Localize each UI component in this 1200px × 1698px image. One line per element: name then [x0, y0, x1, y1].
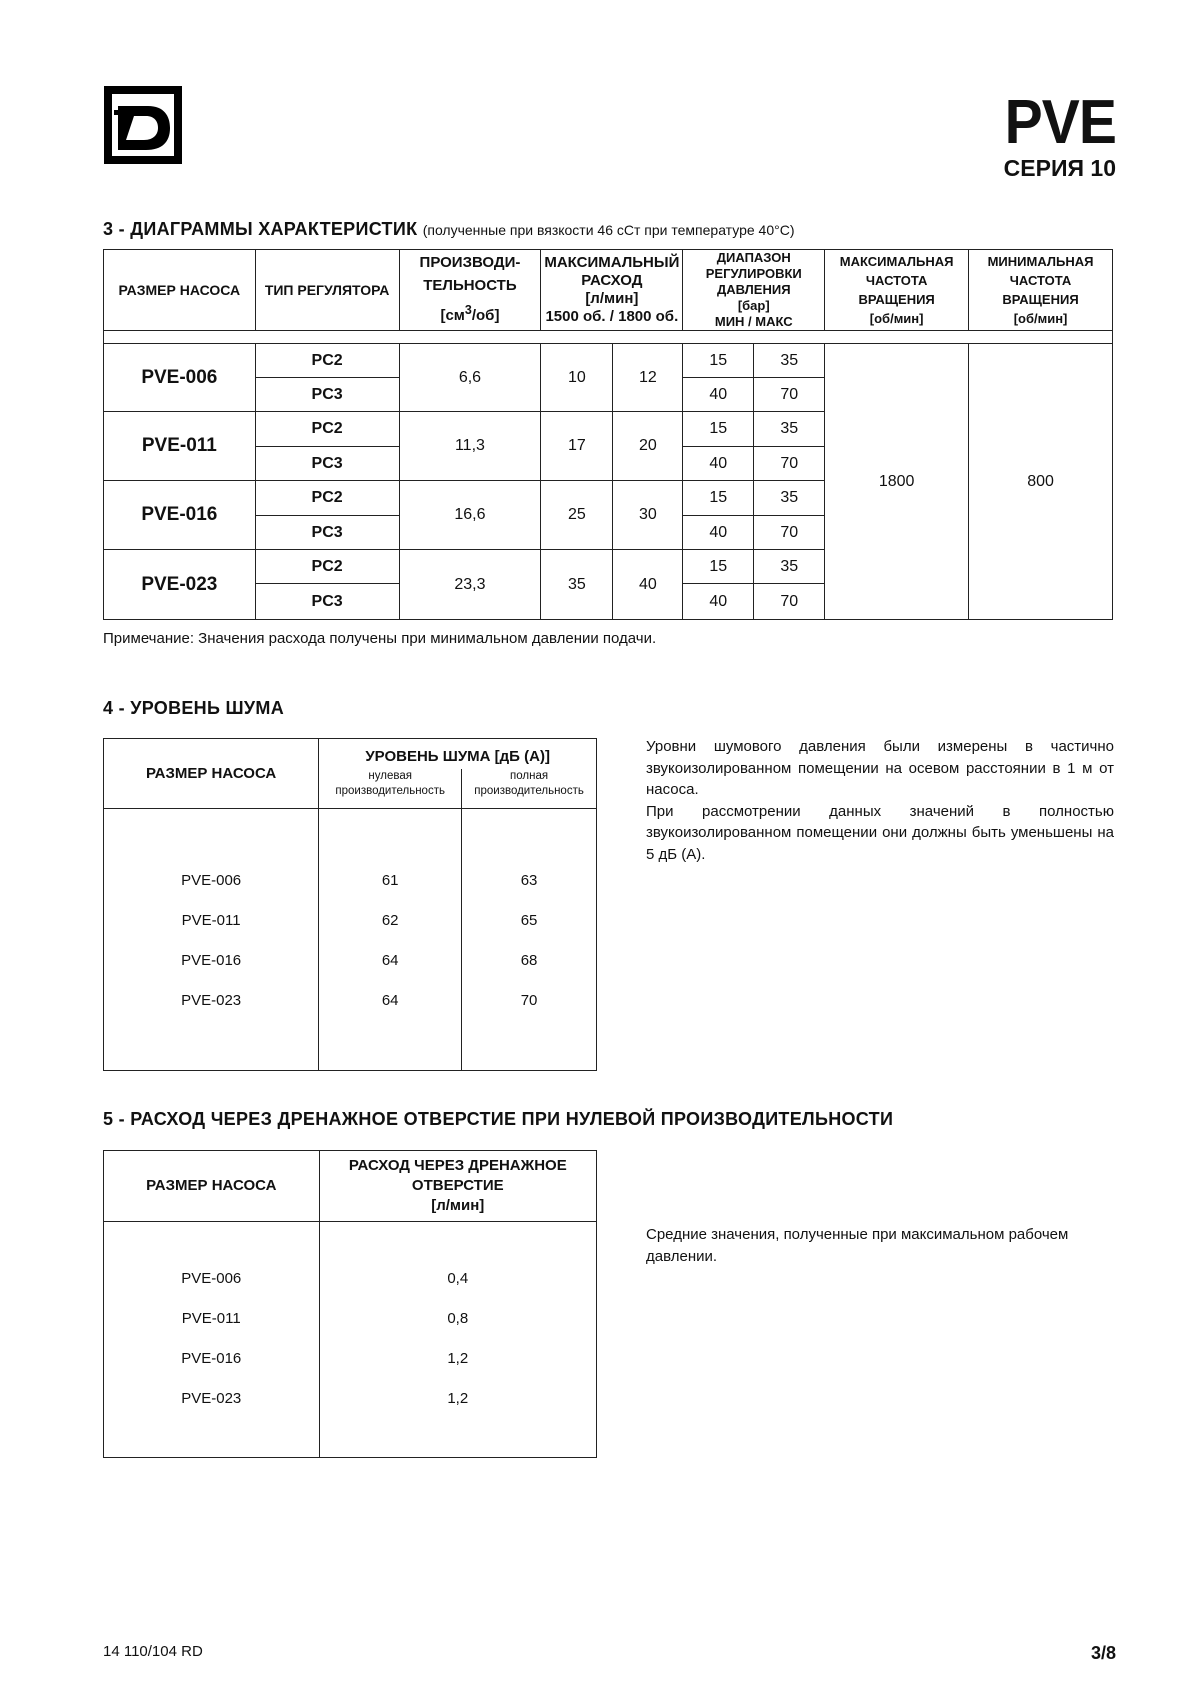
flow-1500-cell: 17 — [541, 412, 613, 481]
drain-flow-table — [103, 1150, 597, 1458]
section-3-title — [103, 219, 795, 240]
drain-header-line2: ОТВЕРСТИЕ — [411, 1177, 504, 1194]
header-min-speed-line3: ВРАЩЕНИЯ — [1002, 292, 1079, 307]
noise-pump-cell: PVE-006 — [104, 861, 319, 901]
header-pressure-range — [683, 250, 825, 331]
pressure-max-cell: 35 — [754, 412, 825, 447]
regulator-cell: PC2 — [255, 344, 399, 378]
pressure-min-cell: 15 — [683, 412, 754, 447]
section-4-title: 4 - УРОВЕНЬ ШУМА — [103, 698, 284, 718]
noise-full-cell: 68 — [462, 941, 597, 981]
pump-size-cell: PVE-023 — [104, 550, 256, 620]
pump-size-cell: PVE-006 — [104, 344, 256, 412]
header-pressure-line2: РЕГУЛИРОВКИ — [705, 266, 802, 281]
min-speed-cell: 800 — [969, 344, 1113, 620]
drain-flow-cell: 1,2 — [319, 1379, 596, 1419]
header-min-speed-line1: МИНИМАЛЬНАЯ — [987, 254, 1094, 269]
section-3-heading: 3 - ДИАГРАММЫ ХАРАКТЕРИСТИК — [103, 219, 418, 239]
header-max-speed-line1: МАКСИМАЛЬНАЯ — [839, 254, 954, 269]
danfoss-d-logo-icon — [104, 86, 182, 164]
noise-pump-cell: PVE-016 — [104, 941, 319, 981]
header-max-speed-line2: ЧАСТОТА — [865, 273, 928, 288]
regulator-cell: PC3 — [255, 584, 399, 620]
noise-description — [646, 736, 1114, 865]
drain-header-pump-size: РАЗМЕР НАСОСА — [104, 1151, 320, 1222]
pressure-max-cell: 70 — [754, 584, 825, 620]
noise-full-cell: 70 — [462, 981, 597, 1021]
noise-header-zero-line2: производительность — [335, 784, 445, 797]
pressure-min-cell: 40 — [683, 584, 754, 620]
drain-header-line1: РАСХОД ЧЕРЕЗ ДРЕНАЖНОЕ — [348, 1157, 567, 1174]
table-row — [104, 941, 597, 981]
header-min-speed-line4: [об/мин] — [1013, 311, 1068, 326]
header-displacement — [399, 250, 541, 331]
noise-header-full — [462, 769, 597, 809]
noise-zero-cell: 64 — [319, 981, 462, 1021]
drain-pump-cell: PVE-011 — [104, 1299, 320, 1339]
noise-pump-cell: PVE-023 — [104, 981, 319, 1021]
pump-size-cell: PVE-011 — [104, 412, 256, 481]
noise-full-cell: 63 — [462, 861, 597, 901]
table-row — [104, 981, 597, 1021]
regulator-cell: PC3 — [255, 516, 399, 550]
noise-zero-cell: 64 — [319, 941, 462, 981]
section-5-title: 5 - РАСХОД ЧЕРЕЗ ДРЕНАЖНОЕ ОТВЕРСТИЕ ПРИ НУЛЕВОЙ ПРОИЗВОДИТЕЛЬНОСТИ — [103, 1109, 894, 1129]
drain-header-flow — [319, 1151, 596, 1222]
drain-flow-cell: 0,4 — [319, 1259, 596, 1299]
drain-flow-cell: 0,8 — [319, 1299, 596, 1339]
noise-header-full-line1: полная — [510, 769, 549, 782]
table-row — [104, 861, 597, 901]
page-number: 3/8 — [1090, 1643, 1116, 1663]
pressure-max-cell: 35 — [754, 550, 825, 584]
drain-pump-cell: PVE-016 — [104, 1339, 320, 1379]
displacement-cell: 16,6 — [399, 481, 541, 550]
flow-1500-cell: 10 — [541, 344, 613, 412]
header-displacement-line1: ПРОИЗВОДИ- — [419, 254, 521, 271]
flow-1800-cell: 30 — [613, 481, 683, 550]
table-row — [104, 901, 597, 941]
noise-header-pump-size: РАЗМЕР НАСОСА — [104, 739, 319, 809]
drain-pump-cell: PVE-023 — [104, 1379, 320, 1419]
max-speed-cell: 1800 — [825, 344, 969, 620]
header-flow-line2: РАСХОД — [581, 272, 643, 289]
header-regulator-type: ТИП РЕГУЛЯТОРА — [255, 250, 399, 331]
flow-1800-cell: 40 — [613, 550, 683, 620]
pressure-min-cell: 40 — [683, 447, 754, 481]
pressure-min-cell: 15 — [683, 550, 754, 584]
displacement-cell: 11,3 — [399, 412, 541, 481]
header-pump-size: РАЗМЕР НАСОСА — [104, 250, 256, 331]
header-pressure-line5: МИН / МАКС — [714, 314, 793, 329]
regulator-cell: PC2 — [255, 412, 399, 447]
noise-paragraph-1: Уровни шумового давления были измерены в частично звукоизолированном помещении на осевом расстоянии в 1 м от насоса. — [646, 738, 1114, 798]
pressure-max-cell: 70 — [754, 378, 825, 412]
header-displacement-unit — [400, 297, 541, 329]
flow-1800-cell: 20 — [613, 412, 683, 481]
table-row — [104, 344, 1113, 378]
section-3-subtitle: (полученные при вязкости 46 сСт при температуре 40°С) — [422, 222, 795, 238]
noise-header-zero — [319, 769, 462, 809]
pump-size-cell: PVE-016 — [104, 481, 256, 550]
header-min-speed-line2: ЧАСТОТА — [1009, 273, 1072, 288]
header-min-speed — [969, 250, 1113, 331]
noise-header-level: УРОВЕНЬ ШУМА [дБ (A)] — [319, 739, 597, 769]
flow-1500-cell: 35 — [541, 550, 613, 620]
header-flow-line1: МАКСИМАЛЬНЫЙ — [544, 254, 680, 271]
flow-1500-cell: 25 — [541, 481, 613, 550]
table-row — [104, 1259, 597, 1299]
regulator-cell: PC2 — [255, 481, 399, 516]
header-displacement-line2: ТЕЛЬНОСТЬ — [423, 277, 517, 294]
noise-paragraph-2: При рассмотрении данных значений в полностью звукоизолированном помещении они должны быть уменьшены на 5 дБ (A). — [646, 802, 1114, 863]
noise-zero-cell: 61 — [319, 861, 462, 901]
noise-zero-cell: 62 — [319, 901, 462, 941]
noise-header-zero-line1: нулевая — [368, 769, 412, 782]
header-max-speed — [825, 250, 969, 331]
pressure-max-cell: 70 — [754, 516, 825, 550]
displacement-cell: 23,3 — [399, 550, 541, 620]
drain-header-line3: [л/мин] — [431, 1197, 485, 1214]
pressure-min-cell: 40 — [683, 378, 754, 412]
series-subtitle: СЕРИЯ 10 — [1003, 155, 1116, 181]
table-row — [104, 1339, 597, 1379]
header-pressure-line4: [бар] — [737, 298, 770, 313]
unit-part-b: /об] — [471, 307, 500, 324]
drain-pump-cell: PVE-006 — [104, 1259, 320, 1299]
pressure-min-cell: 15 — [683, 481, 754, 516]
header-flow-line4: 1500 об. / 1800 об. — [545, 308, 679, 325]
document-number: 14 110/104 RD — [103, 1643, 203, 1660]
drain-flow-cell: 1,2 — [319, 1339, 596, 1379]
pressure-min-cell: 40 — [683, 516, 754, 550]
table-gap-row — [104, 331, 1113, 344]
table-note: Примечание: Значения расхода получены при минимальном давлении подачи. — [103, 630, 657, 647]
table-row — [104, 1299, 597, 1339]
flow-1800-cell: 12 — [613, 344, 683, 412]
header-pressure-line3: ДАВЛЕНИЯ — [716, 282, 791, 297]
header-pressure-line1: ДИАПАЗОН — [716, 250, 791, 265]
series-name: PVE — [1004, 88, 1116, 157]
noise-pump-cell: PVE-011 — [104, 901, 319, 941]
unit-sup: 3 — [464, 303, 472, 317]
noise-full-cell: 65 — [462, 901, 597, 941]
header-max-speed-line4: [об/мин] — [869, 311, 924, 326]
table-row — [104, 1379, 597, 1419]
pressure-max-cell: 35 — [754, 344, 825, 378]
noise-header-full-line2: производительность — [474, 784, 584, 797]
unit-part-a: [см — [440, 307, 465, 324]
drain-description: Средние значения, полученные при максимальном рабочем давлении. — [646, 1226, 1069, 1265]
displacement-cell: 6,6 — [399, 344, 541, 412]
pressure-min-cell: 15 — [683, 344, 754, 378]
header-max-speed-line3: ВРАЩЕНИЯ — [858, 292, 935, 307]
header-max-flow — [541, 250, 683, 331]
characteristics-table — [103, 249, 1113, 620]
noise-table — [103, 738, 597, 1071]
pressure-max-cell: 35 — [754, 481, 825, 516]
pressure-max-cell: 70 — [754, 447, 825, 481]
regulator-cell: PC3 — [255, 447, 399, 481]
regulator-cell: PC2 — [255, 550, 399, 584]
regulator-cell: PC3 — [255, 378, 399, 412]
header-flow-line3: [л/мин] — [585, 290, 639, 307]
